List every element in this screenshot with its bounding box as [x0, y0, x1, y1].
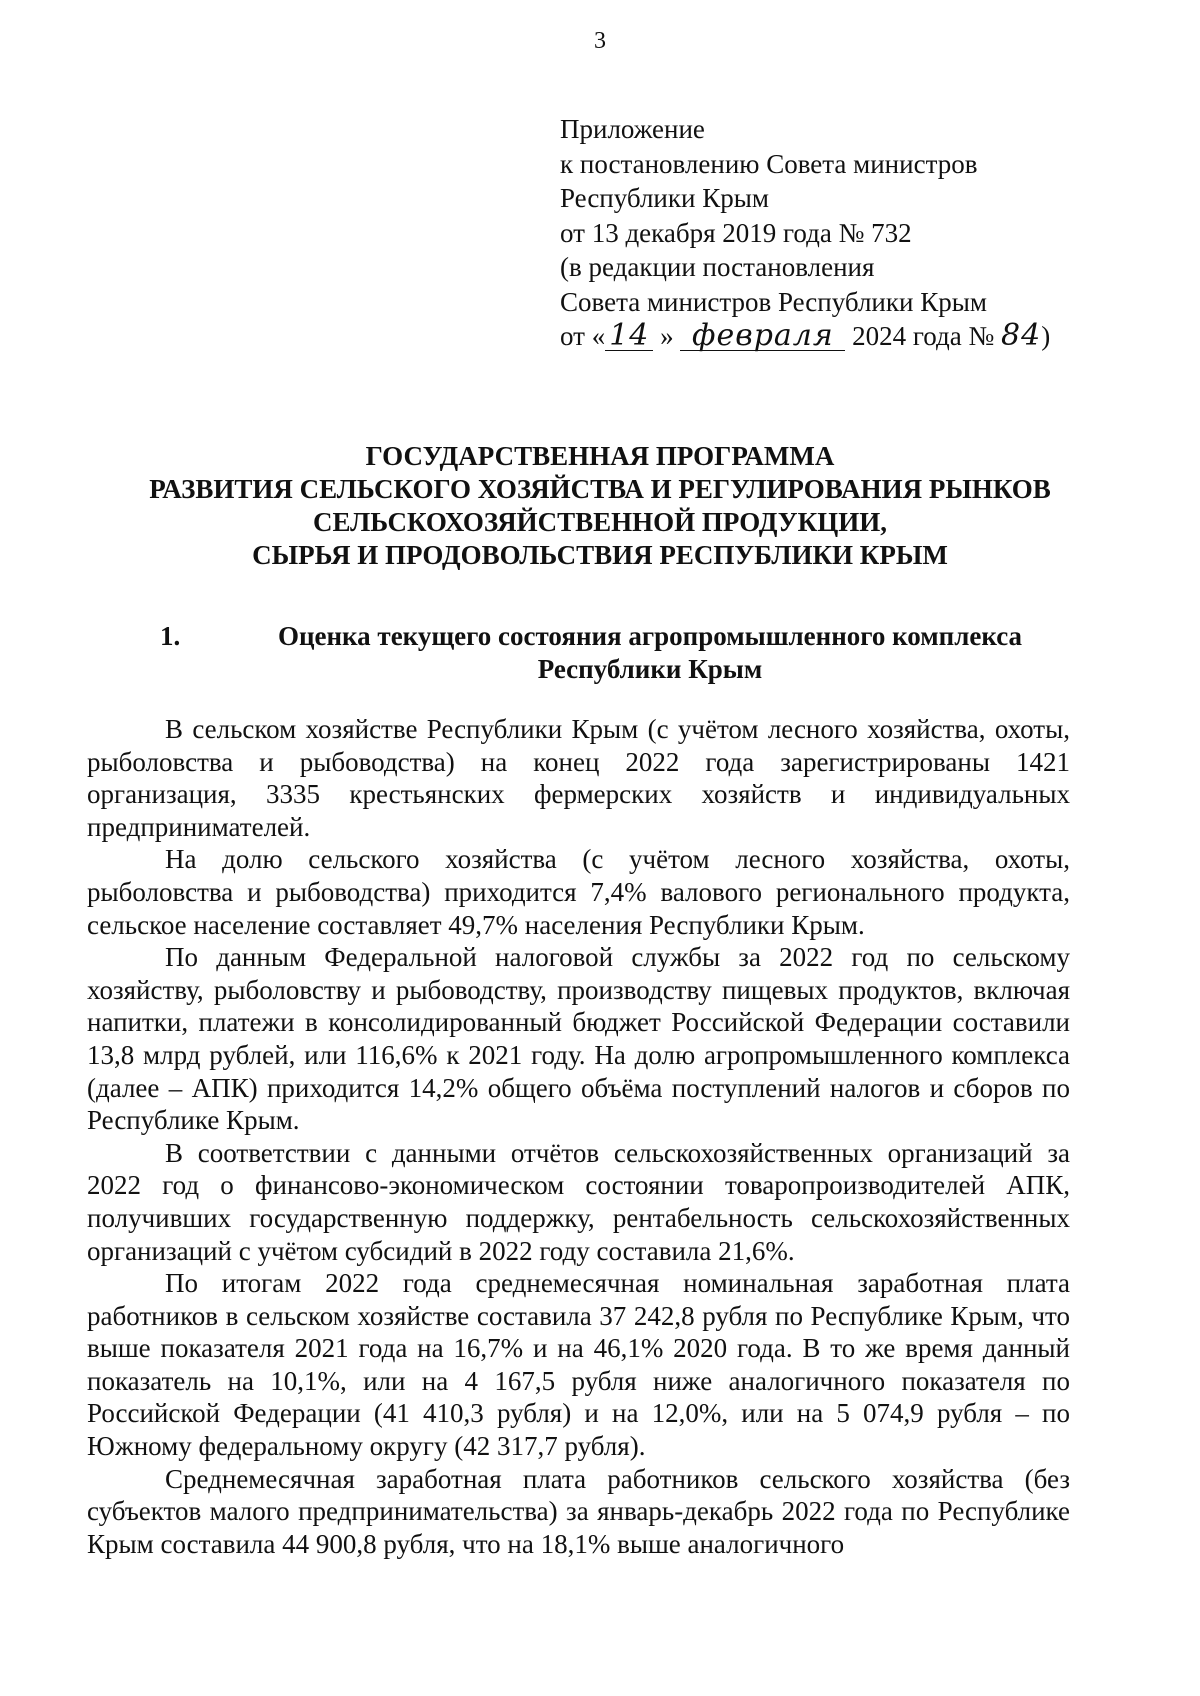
date-quote-close: »	[660, 321, 674, 351]
paragraph: По итогам 2022 года среднемесячная номинальная заработная плата работников в сельском хозяйстве составила 37 242,8 рубля по Республике Крым, что выше показателя 2021 года на 16,7% и на 46,1% 2020 года. В то же время данный показатель на 10,1%, или на 4 167,5 рубля ниже аналогичного показателя по Российской Федерации (41 410,3 рубля) и на 12,0%, или на 5 074,9 рубля – по Южному федеральному округу (42 317,7 рубля).	[87, 1268, 1070, 1462]
paragraph: В соответствии с данными отчётов сельскохозяйственных организаций за 2022 год о финансово-экономическом состоянии товаропроизводителей АПК, получивших государственную поддержку, рентабельность сельскохозяйственных организаций с учётом субсидий в 2022 году составила 21,6%.	[87, 1137, 1070, 1266]
date-suffix: )	[1041, 321, 1051, 351]
paragraph: На долю сельского хозяйства (с учётом лесного хозяйства, охоты, рыболовства и рыбоводства) приходится 7,4% валового регионального продукта, сельское население составляет 49,7% населения Республики Крым.	[87, 844, 1070, 940]
approval-line: от 13 декабря 2019 года № 732	[560, 217, 912, 248]
approval-date-line	[560, 319, 1080, 354]
program-title	[60, 440, 1140, 572]
handwritten-day: 14	[605, 322, 653, 351]
title-line: СЕЛЬСКОХОЗЯЙСТВЕННОЙ ПРОДУКЦИИ,	[313, 507, 887, 537]
approval-line: к постановлению Совета министров	[560, 148, 978, 179]
date-year: 2024 года №	[852, 321, 995, 351]
approval-line: (в редакции постановления	[560, 252, 875, 282]
paragraph: По данным Федеральной налоговой службы за 2022 год по сельскому хозяйству, рыболовству и рыбоводству, производству пищевых продуктов, включая напитки, платежи в консолидированный бюджет Российской Федерации составили 13,8 млрд рублей, или 116,6% к 2021 году. На долю агропромышленного комплекса (далее – АПК) приходится 14,2% общего объёма поступлений налогов и сборов по Республике Крым.	[87, 942, 1070, 1136]
section-heading-line: Республики Крым	[537, 654, 763, 684]
paragraph: В сельском хозяйстве Республики Крым (с учётом лесного хозяйства, охоты, рыболовства и рыбоводства) на конец 2022 года зарегистрированы 1421 организация, 3335 крестьянских фермерских хозяйств и индивидуальных предпринимателей.	[87, 714, 1070, 842]
title-line: РАЗВИТИЯ СЕЛЬСКОГО ХОЗЯЙСТВА И РЕГУЛИРОВАНИЯ РЫНКОВ	[149, 474, 1051, 504]
section-heading-line: Оценка текущего состояния агропромышленного комплекса	[277, 621, 1023, 651]
section-heading	[160, 620, 1080, 686]
page-number: 3	[594, 28, 606, 54]
approval-block	[560, 112, 1080, 354]
paragraph: Среднемесячная заработная плата работников сельского хозяйства (без субъектов малого предпринимательства) за январь-декабрь 2022 года по Республике Крым составила 44 900,8 рубля, что на 18,1% выше аналогичного	[87, 1463, 1070, 1559]
title-line: ГОСУДАРСТВЕННАЯ ПРОГРАММА	[365, 441, 835, 471]
section-number: 1.	[160, 621, 181, 651]
body-text	[87, 713, 1070, 1560]
approval-line: Приложение	[560, 114, 705, 144]
handwritten-month: февраля	[680, 322, 845, 351]
title-line: СЫРЬЯ И ПРОДОВОЛЬСТВИЯ РЕСПУБЛИКИ КРЫМ	[252, 540, 948, 570]
date-prefix: от «	[560, 321, 606, 351]
approval-line: Республики Крым	[560, 183, 769, 213]
handwritten-number: 84	[1001, 318, 1042, 353]
approval-line: Совета министров Республики Крым	[560, 286, 987, 317]
